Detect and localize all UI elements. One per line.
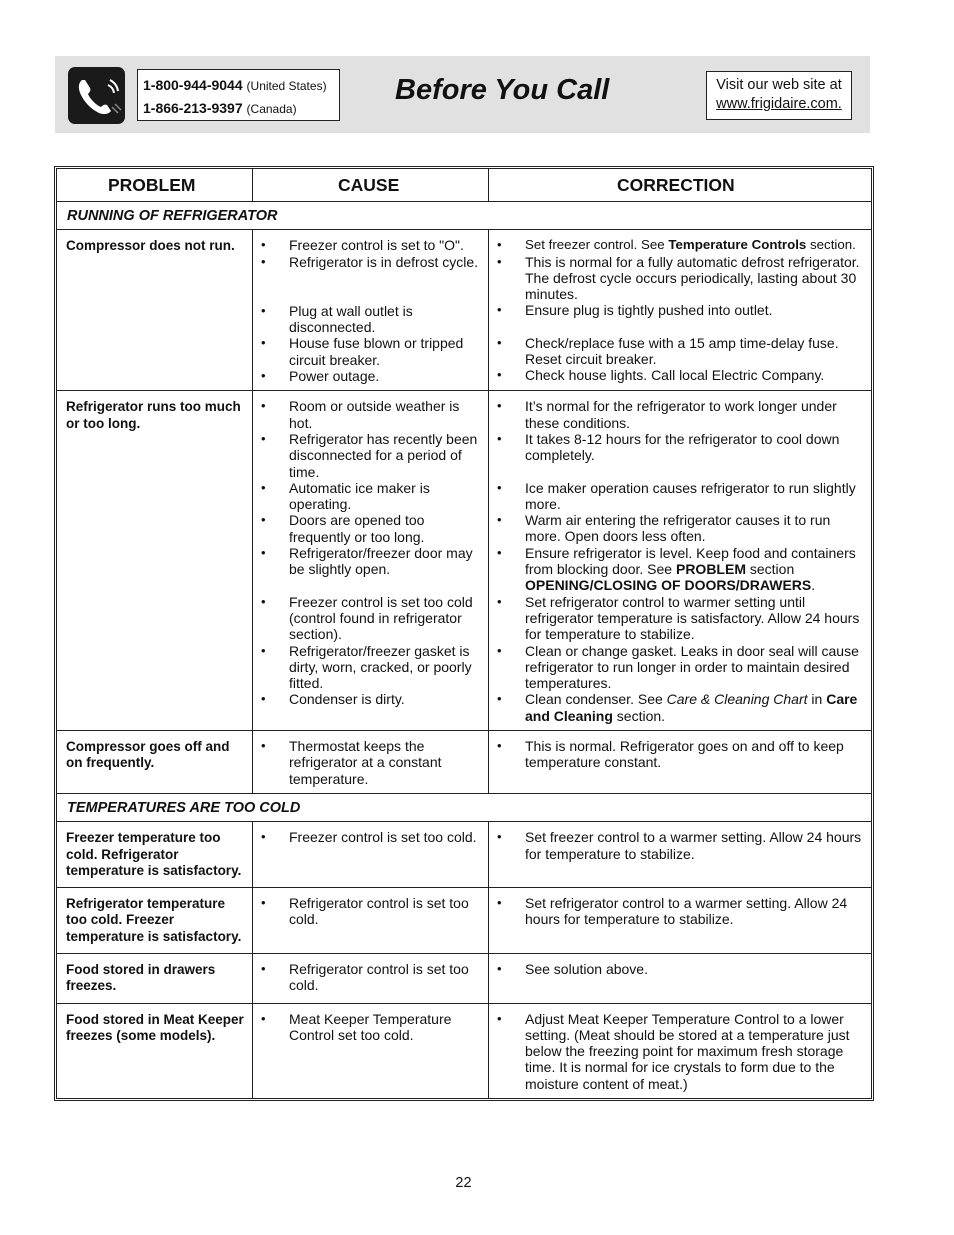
cause-cell (253, 953, 489, 1003)
correction-item: • Warm air entering the refrigerator causes it to run more. Open doors less often. (489, 512, 865, 545)
section-title: TEMPERATURES ARE TOO COLD (57, 793, 872, 821)
correction-cell (489, 1003, 872, 1098)
website-box (706, 71, 852, 120)
troubleshooting-table (56, 168, 872, 1099)
problem-cell: Compressor does not run. (57, 230, 253, 391)
cause-cell (253, 822, 489, 888)
cause-item: • Meat Keeper Temperature Control set too cold. (253, 1011, 482, 1044)
correction-cell (489, 953, 872, 1003)
correction-item: • It’s normal for the refrigerator to work longer under these conditions. (489, 398, 865, 431)
problem-cell: Refrigerator temperature too cold. Freezer temperature is satisfactory. (57, 888, 253, 954)
cause-item: • Thermostat keeps the refrigerator at a constant temperature. (253, 738, 482, 787)
cause-item: • Automatic ice maker is operating. (253, 480, 482, 513)
problem-cell: Compressor goes off and on frequently. (57, 731, 253, 794)
correction-cell (489, 391, 872, 731)
correction-item: • Set freezer control. See Temperature Controls section. (489, 237, 865, 253)
correction-item: • It takes 8-12 hours for the refrigerator to cool down completely. (489, 431, 865, 464)
correction-item: • Adjust Meat Keeper Temperature Control to a lower setting. (Meat should be stored at a temperature just below the freezing point for maximum fresh storage time. It is normal for ice crystals to form due to the moisture content of meat.) (489, 1011, 865, 1092)
correction-item: • Ice maker operation causes refrigerator to run slightly more. (489, 480, 865, 513)
section-row (57, 793, 872, 821)
cause-item: • Refrigerator is in defrost cycle. (253, 254, 482, 270)
cause-cell (253, 1003, 489, 1098)
correction-item: • Ensure plug is tightly pushed into outlet. (489, 302, 865, 318)
problem-cell: Refrigerator runs too much or too long. (57, 391, 253, 731)
table-row (57, 888, 872, 954)
table-row (57, 731, 872, 794)
phone-icon (68, 67, 125, 124)
phone-canada-label: (Canada) (246, 102, 297, 116)
header-correction: CORRECTION (489, 169, 872, 202)
correction-cell (489, 731, 872, 794)
correction-item: • Check house lights. Call local Electric Company. (489, 367, 865, 383)
cause-cell (253, 230, 489, 391)
cause-cell (253, 391, 489, 731)
cause-item: • Refrigerator has recently been disconnected for a period of time. (253, 431, 482, 480)
section-row (57, 202, 872, 230)
cause-item: • Freezer control is set to "O". (253, 237, 482, 253)
cause-item: • House fuse blown or tripped circuit breaker. (253, 335, 482, 368)
cause-cell (253, 888, 489, 954)
cause-item: • Refrigerator control is set too cold. (253, 895, 482, 928)
header-banner (55, 56, 870, 133)
problem-cell: Freezer temperature too cold. Refrigerator temperature is satisfactory. (57, 822, 253, 888)
cause-item: • Freezer control is set too cold. (253, 829, 482, 845)
table-row (57, 230, 872, 391)
table-row (57, 953, 872, 1003)
cause-item: • Refrigerator control is set too cold. (253, 961, 482, 994)
phone-numbers (137, 69, 340, 121)
table-row (57, 391, 872, 731)
phone-us-label: (United States) (246, 79, 327, 93)
correction-cell (489, 230, 872, 391)
cause-item: • Refrigerator/freezer door may be slightly open. (253, 545, 482, 578)
header-cause: CAUSE (253, 169, 489, 202)
phone-us[interactable]: 1-800-944-9044 (143, 77, 243, 93)
cause-cell (253, 731, 489, 794)
cause-item: • Room or outside weather is hot. (253, 398, 482, 431)
page-number: 22 (455, 1175, 472, 1191)
cause-item: • Refrigerator/freezer gasket is dirty, worn, cracked, or poorly fitted. (253, 643, 482, 692)
problem-cell: Food stored in drawers freezes. (57, 953, 253, 1003)
correction-cell (489, 888, 872, 954)
cause-item: • Power outage. (253, 368, 482, 384)
correction-item: • Ensure refrigerator is level. Keep food and containers from blocking door. See PROBLEM section OPENING/CLOSING OF DOORS/DRAWERS. (489, 545, 865, 594)
correction-item: • Clean or change gasket. Leaks in door seal will cause refrigerator to run longer in order to maintain desired temperatures. (489, 643, 865, 692)
phone-canada[interactable]: 1-866-213-9397 (143, 100, 243, 116)
header-problem: PROBLEM (57, 169, 253, 202)
website-label: Visit our web site at (716, 77, 842, 93)
cause-item: • Condenser is dirty. (253, 691, 482, 707)
correction-cell (489, 822, 872, 888)
cause-item: • Plug at wall outlet is disconnected. (253, 303, 482, 336)
correction-item: • Set refrigerator control to a warmer setting. Allow 24 hours for temperature to stabilize. (489, 895, 865, 928)
problem-cell: Food stored in Meat Keeper freezes (some models). (57, 1003, 253, 1098)
cause-item: • Freezer control is set too cold (control found in refrigerator section). (253, 594, 482, 643)
correction-item: • Set refrigerator control to warmer setting until refrigerator temperature is satisfactory. Allow 24 hours for temperature to stabilize. (489, 594, 865, 643)
correction-item: • This is normal for a fully automatic defrost refrigerator. The defrost cycle occurs periodically, lasting about 30 minutes. (489, 254, 865, 303)
cause-item: • Doors are opened too frequently or too long. (253, 512, 482, 545)
table-row (57, 1003, 872, 1098)
correction-item: • Check/replace fuse with a 15 amp time-delay fuse. Reset circuit breaker. (489, 335, 865, 368)
correction-item: • See solution above. (489, 961, 865, 977)
section-title: RUNNING OF REFRIGERATOR (57, 202, 872, 230)
correction-item: • Set freezer control to a warmer setting. Allow 24 hours for temperature to stabilize. (489, 829, 865, 862)
correction-item: • This is normal. Refrigerator goes on and off to keep temperature constant. (489, 738, 865, 771)
table-row (57, 822, 872, 888)
page-title: Before You Call (395, 74, 610, 106)
table-header-row (57, 169, 872, 202)
correction-item: • Clean condenser. See Care & Cleaning Chart in Care and Cleaning section. (489, 691, 865, 724)
website-link[interactable]: www.frigidaire.com. (716, 96, 842, 112)
